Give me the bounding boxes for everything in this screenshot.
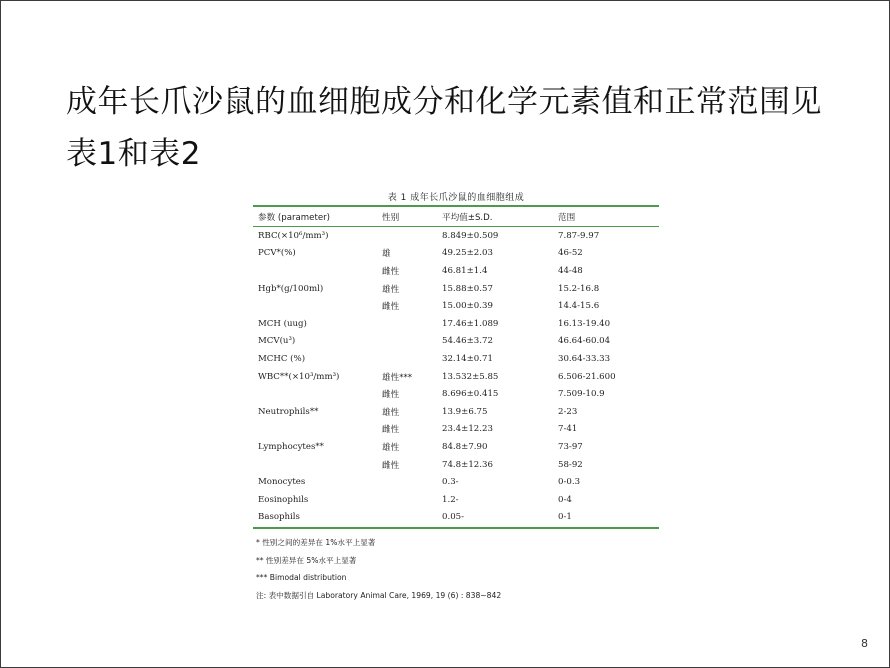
cell-parameter: Monocytes xyxy=(258,477,306,488)
cell-mean-sd: 54.46±3.72 xyxy=(442,336,493,347)
table-row xyxy=(253,456,659,474)
table-bottom-rule xyxy=(253,527,659,529)
cell-range: 2-23 xyxy=(558,406,578,417)
cell-parameter: PCV*(%) xyxy=(258,248,296,259)
table-row xyxy=(253,368,659,386)
cell-range: 7.87-9.97 xyxy=(558,230,600,241)
cell-range: 44-48 xyxy=(558,265,583,276)
cell-sex: 雄性 xyxy=(382,284,400,295)
table-row xyxy=(253,227,659,245)
cell-parameter: MCV(u³) xyxy=(258,336,296,347)
table-row xyxy=(253,297,659,315)
table-row xyxy=(253,491,659,509)
cell-sex: 雄 xyxy=(382,249,391,260)
table-row xyxy=(253,350,659,368)
table-header-row xyxy=(253,207,659,226)
cell-parameter: WBC**(×10³/mm³) xyxy=(258,371,340,382)
table-notes xyxy=(253,534,659,604)
cell-range: 0-4 xyxy=(558,494,572,505)
cell-range: 7-41 xyxy=(558,424,578,435)
cell-parameter: Basophils xyxy=(258,512,300,523)
cell-mean-sd: 15.00±0.39 xyxy=(442,301,493,312)
table-row xyxy=(253,385,659,403)
table-row xyxy=(253,403,659,421)
cell-mean-sd: 23.4±12.23 xyxy=(442,424,493,435)
page-number: 8 xyxy=(861,637,868,650)
slide-title: 成年长爪沙鼠的血细胞成分和化学元素值和正常范围见表1和表2 xyxy=(66,84,822,172)
cell-parameter: MCH (uug) xyxy=(258,318,307,329)
cell-parameter: Eosinophils xyxy=(258,494,309,505)
header-range: 范围 xyxy=(558,212,576,223)
table-row xyxy=(253,245,659,263)
table-caption: 表 1 成年长爪沙鼠的血细胞组成 xyxy=(387,193,525,203)
cell-sex: 雌性 xyxy=(382,302,400,313)
cell-range: 0-0.3 xyxy=(558,477,581,488)
table-note: *** Bimodal distribution xyxy=(256,573,347,583)
cell-mean-sd: 8.849±0.509 xyxy=(442,230,499,241)
cell-range: 14.4-15.6 xyxy=(558,301,600,312)
cell-range: 7.509-10.9 xyxy=(558,389,605,400)
table-row xyxy=(253,262,659,280)
cell-range: 46-52 xyxy=(558,248,583,259)
cell-range: 6.506-21.600 xyxy=(558,371,616,382)
table-row xyxy=(253,438,659,456)
table-row xyxy=(253,509,659,527)
cell-range: 16.13-19.40 xyxy=(558,318,611,329)
cell-parameter: Hgb*(g/100ml) xyxy=(258,283,324,294)
cell-range: 0-1 xyxy=(558,512,572,523)
cell-parameter: MCHC (%) xyxy=(258,353,306,364)
cell-sex: 雌性 xyxy=(382,390,400,401)
cell-sex: 雌性 xyxy=(382,460,400,471)
blood-cell-table xyxy=(253,191,659,604)
cell-parameter: RBC(×10⁶/mm³) xyxy=(258,230,329,241)
cell-parameter: Neutrophils** xyxy=(258,406,319,417)
cell-mean-sd: 15.88±0.57 xyxy=(442,283,493,294)
cell-mean-sd: 17.46±1.089 xyxy=(442,318,499,329)
cell-mean-sd: 0.3- xyxy=(442,477,459,488)
cell-sex: 雄性 xyxy=(382,407,400,418)
cell-mean-sd: 8.696±0.415 xyxy=(442,389,499,400)
table-note: * 性别之间的差异在 1%水平上显著 xyxy=(256,538,376,548)
header-sex: 性别 xyxy=(382,212,400,223)
cell-mean-sd: 46.81±1.4 xyxy=(442,265,488,276)
cell-range: 46.64-60.04 xyxy=(558,336,611,347)
cell-sex: 雌性 xyxy=(382,266,400,277)
cell-sex: 雌性 xyxy=(382,425,400,436)
table-row xyxy=(253,333,659,351)
cell-parameter: Lymphocytes** xyxy=(258,441,324,452)
cell-mean-sd: 1.2- xyxy=(442,494,459,505)
table-row xyxy=(253,315,659,333)
table-row xyxy=(253,473,659,491)
table-row xyxy=(253,280,659,298)
cell-range: 15.2-16.8 xyxy=(558,283,600,294)
table-row xyxy=(253,421,659,439)
cell-range: 73-97 xyxy=(558,441,583,452)
cell-mean-sd: 0.05- xyxy=(442,512,465,523)
cell-sex: 雄性 xyxy=(382,442,400,453)
cell-mean-sd: 13.9±6.75 xyxy=(442,406,488,417)
header-mean-sd: 平均值±S.D. xyxy=(442,212,493,223)
cell-mean-sd: 84.8±7.90 xyxy=(442,441,488,452)
cell-mean-sd: 49.25±2.03 xyxy=(442,248,493,259)
table-note: 注: 表中数据引自 Laboratory Animal Care, 1969, 19 (6) : 838~842 xyxy=(256,590,502,600)
table-body xyxy=(253,227,659,526)
table-note: ** 性别差异在 5%水平上显著 xyxy=(256,555,357,565)
cell-range: 30.64-33.33 xyxy=(558,353,611,364)
cell-mean-sd: 13.532±5.85 xyxy=(442,371,499,382)
cell-mean-sd: 32.14±0.71 xyxy=(442,353,493,364)
cell-range: 58-92 xyxy=(558,459,583,470)
cell-sex: 雄性*** xyxy=(382,372,413,383)
header-parameter: 参数 (parameter) xyxy=(258,212,330,223)
cell-mean-sd: 74.8±12.36 xyxy=(442,459,493,470)
